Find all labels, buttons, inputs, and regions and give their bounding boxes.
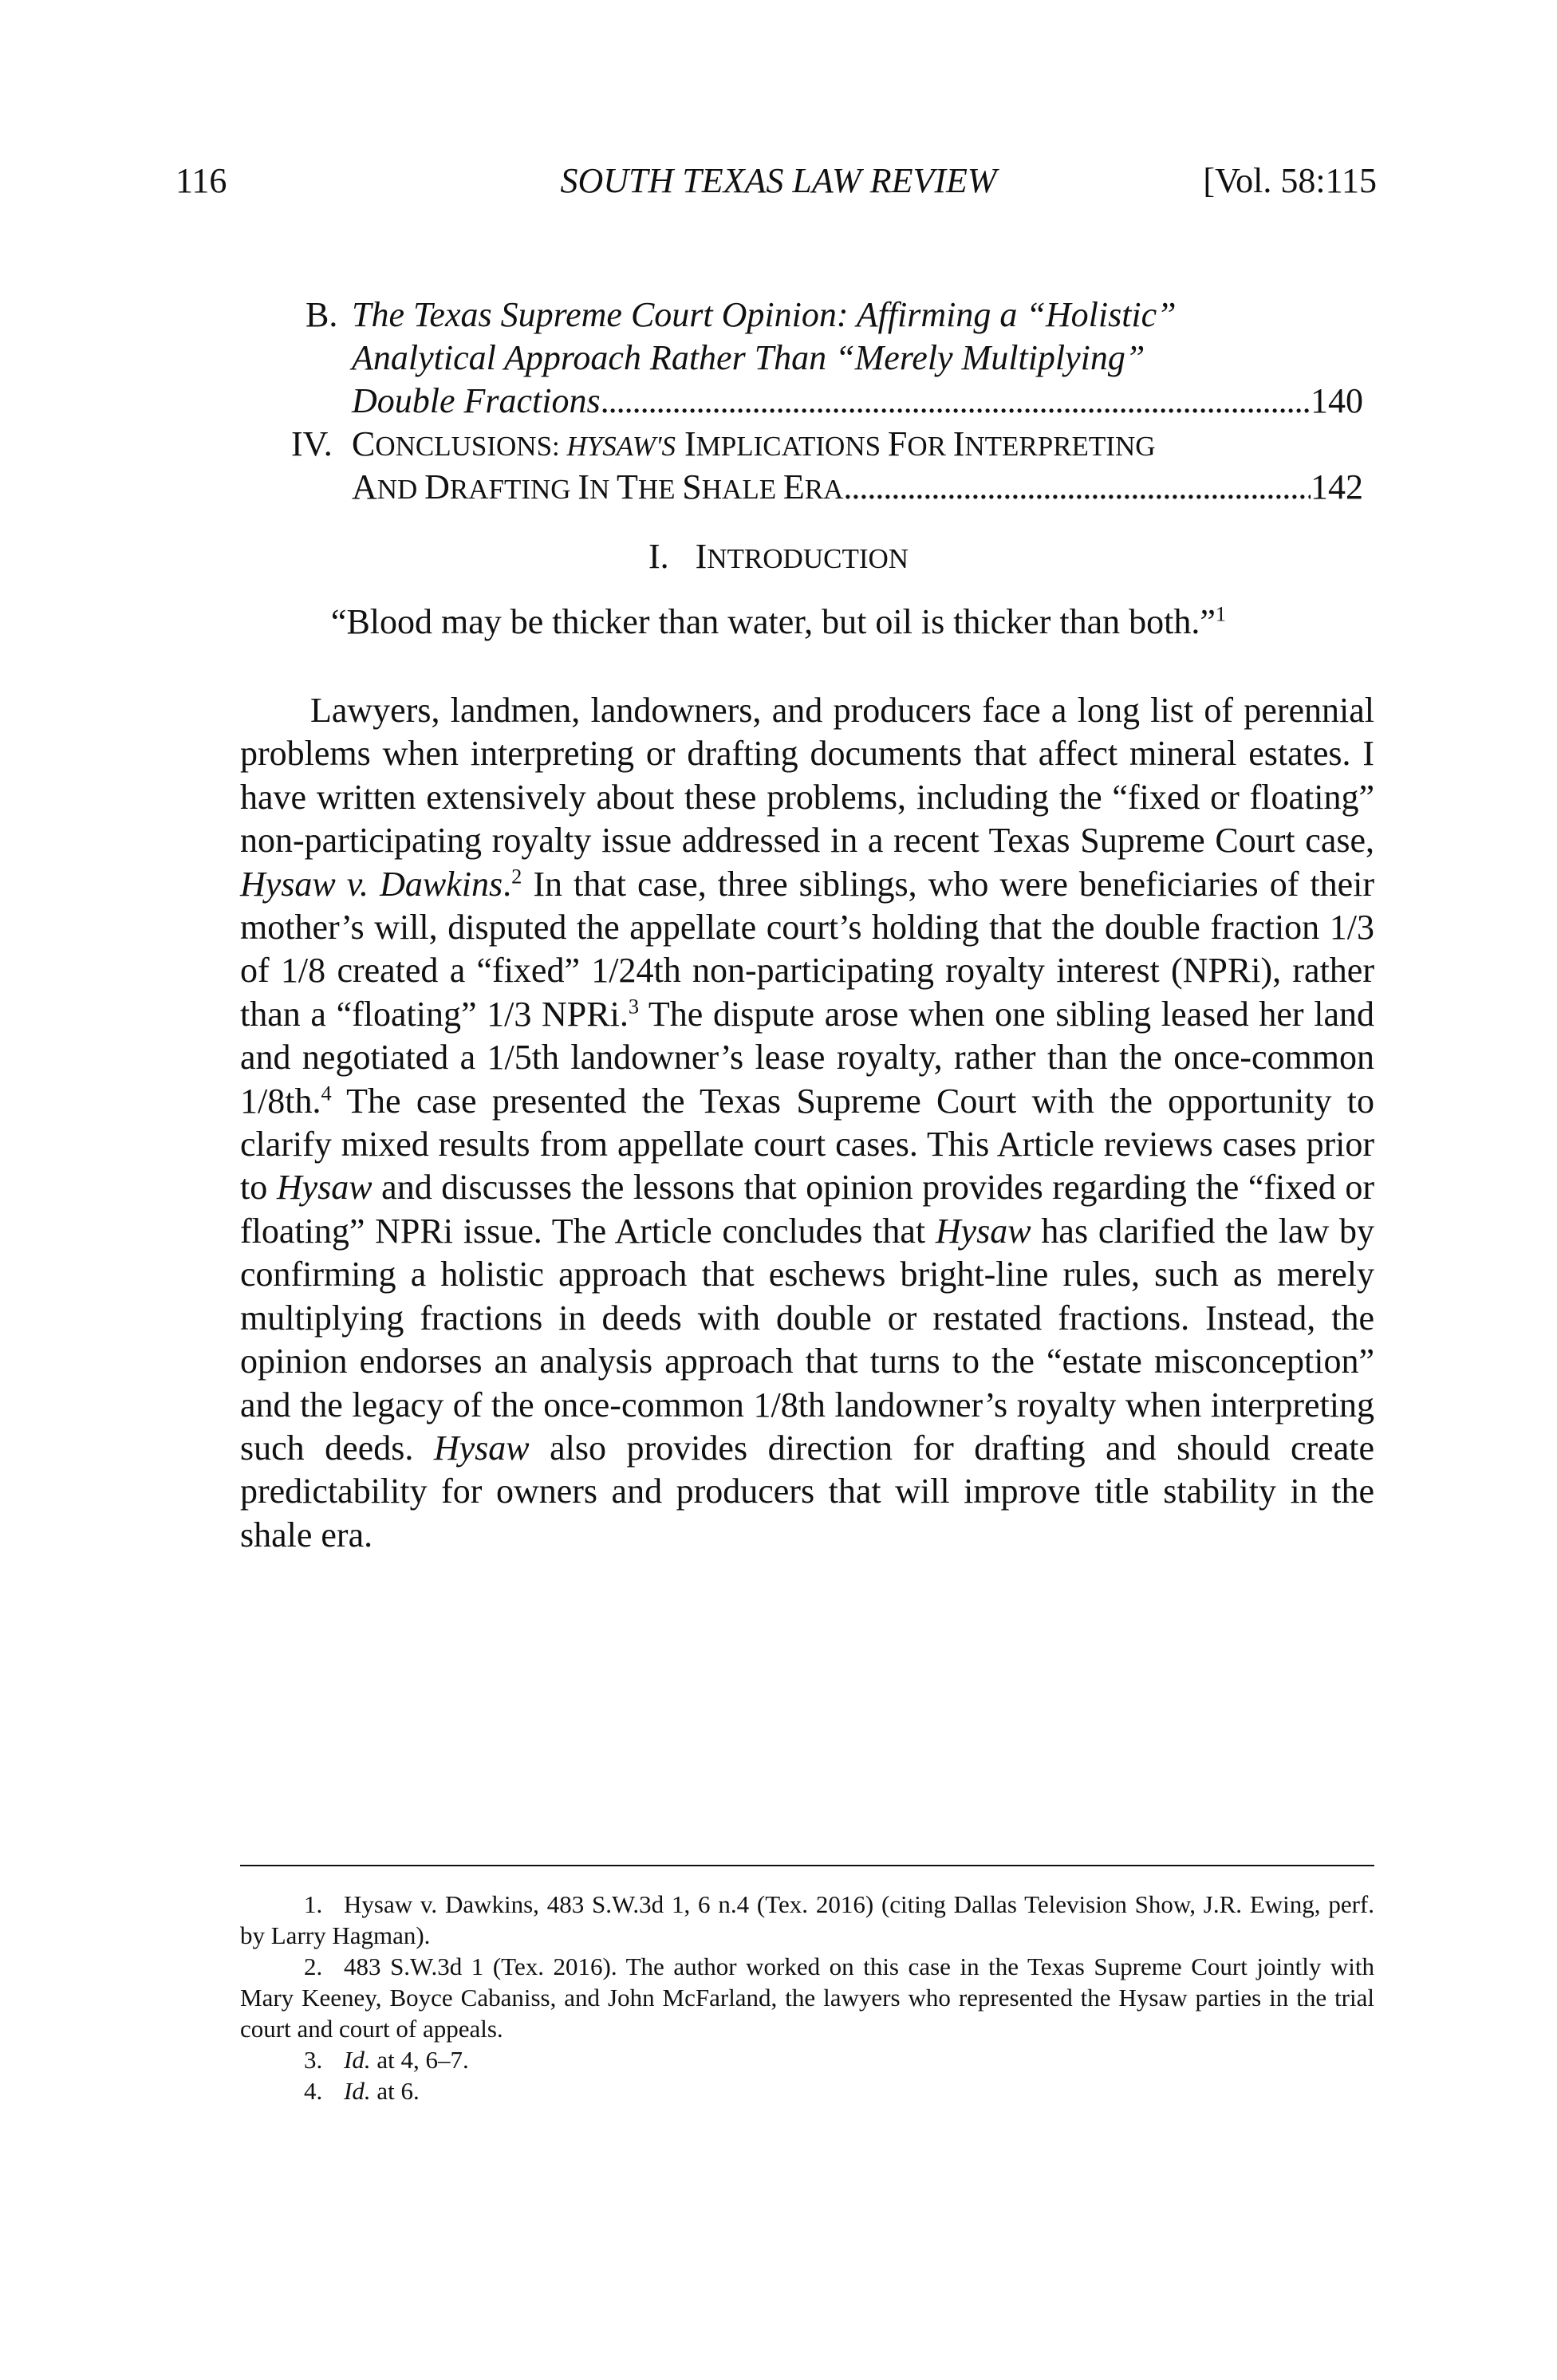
volume-citation: [Vol. 58:115	[1203, 161, 1377, 200]
footnotes	[240, 1889, 1374, 2106]
toc-entry-b-line3: Double Fractions	[352, 381, 601, 420]
footnote-ref-2[interactable]: 2	[511, 863, 522, 888]
toc-entry-b-line2: Analytical Approach Rather Than “Merely Multiplying”	[352, 338, 1145, 377]
footnote-ref-1[interactable]: 1	[1215, 601, 1227, 626]
toc-entry-b-page: 140	[1311, 381, 1363, 420]
toc-leader-dots	[843, 470, 1311, 505]
toc-entry-iv-label: IV.	[291, 424, 333, 463]
paragraph: Lawyers, landmen, landowners, and producers face a long list of perennial problems when interpreting or drafting documents that affect mineral estates. I have written extensively about these problems, including the “fixed or floating” non-participating royalty issue addressed in a recent Texas Supreme Court case, Hysaw v. Dawkins.$^2$ In that case, three siblings, who were beneficiaries of their mother’s will, disputed the appellate court’s holding that the double fraction 1/3 of 1/8 created a “fixed” 1/24th non-participating royalty interest (NPRi), rather than a “floating” 1/3 NPRi.$^3$ The dispute arose when one sibling leased her land and negotiated a 1/5th landowner’s lease royalty, rather than the once-common 1/8th.$^4$ The case presented the Texas Supreme Court with the opportunity to clarify mixed results from appellate court cases. This Article reviews cases prior to Hysaw and discusses the lessons that opinion provides regarding the “fixed or floating” NPRi issue. The Article concludes that Hysaw has clarified the law by confirming a holistic approach that eschews bright-line rules, such as merely multiplying fractions in deeds with double or restated fractions. Instead, the opinion endorses an analysis approach that turns to the “estate misconception” and the legacy of the once-common 1/8th landowner’s royalty when interpreting such deeds. Hysaw also provides direction for drafting and should create predictability for owners and producers that will improve title stability in the shale era.	[240, 691, 1374, 1554]
body-text	[240, 689, 1374, 1557]
toc-entry-b[interactable]	[352, 381, 1363, 420]
toc-leader-dots	[601, 384, 1311, 419]
case-name: Hysaw v. Dawkins	[240, 864, 503, 904]
toc-entry-iv[interactable]	[352, 467, 1363, 506]
page-number: 116	[175, 161, 227, 200]
epigraph-text: “Blood may be thicker than water, but oil is thicker than both.”	[330, 602, 1216, 641]
toc-entry-iv-line2: AND DRAFTING IN THE SHALE ERA	[352, 467, 844, 506]
toc-entry-iv-page: 142	[1311, 467, 1363, 506]
footnote-ref-3[interactable]: 3	[628, 994, 640, 1019]
footnote-4: 4. Id. at 6.	[304, 2077, 420, 2105]
section-heading: I. INTRODUCTION	[648, 537, 909, 576]
footnote-ref-4[interactable]: 4	[321, 1081, 332, 1105]
footnote-2: 2. 483 S.W.3d 1 (Tex. 2016). The author worked on this case in the Texas Supreme Court jointly with Mary Keeney, Boyce Cabaniss, and John McFarland, the lawyers who represented the Hysaw parties in the trial court and court of appeals.	[240, 1952, 1374, 2043]
toc-entry-b-label: B.	[305, 295, 338, 334]
footnote-1: 1. Hysaw v. Dawkins, 483 S.W.3d 1, 6 n.4 (Tex. 2016) (citing Dallas Television Show, J.R. Ewing, perf. by Larry Hagman).	[240, 1890, 1374, 1949]
footnote-divider	[240, 1865, 1374, 1866]
toc-entry-iv-line1: CONCLUSIONS: HYSAW'S IMPLICATIONS FOR INTERPRETING	[352, 424, 1156, 463]
epigraph	[0, 601, 1557, 642]
footnote-3: 3. Id. at 4, 6–7.	[304, 2046, 469, 2074]
toc-entry-b-line1: The Texas Supreme Court Opinion: Affirming a “Holistic”	[352, 295, 1177, 334]
journal-title: SOUTH TEXAS LAW REVIEW	[560, 161, 997, 200]
